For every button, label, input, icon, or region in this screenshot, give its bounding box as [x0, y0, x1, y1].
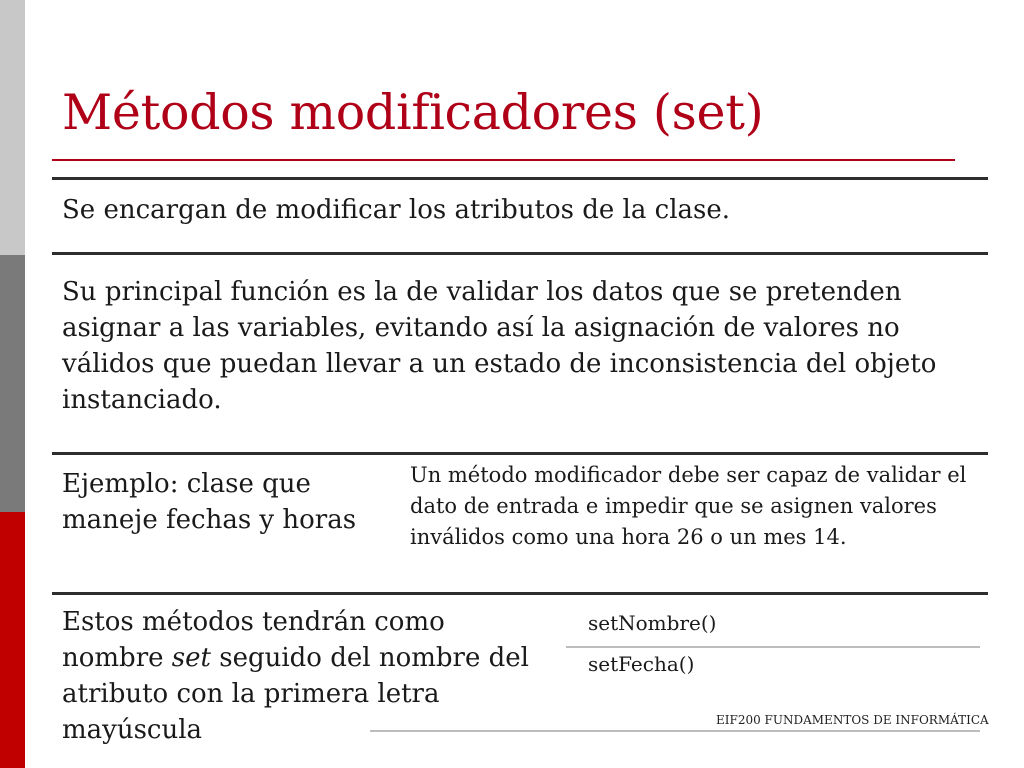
row-naming-convention	[62, 604, 552, 748]
side-bar-dark-gray	[0, 255, 25, 512]
footer-rule	[370, 730, 980, 732]
footer-label: EIF200 FUNDAMENTOS DE INFORMÁTICA	[716, 713, 989, 727]
row-example-detail: Un método modificador debe ser capaz de validar el dato de entrada e impedir que se asignen valores inválidos como una hora 26 o un mes 14.	[410, 463, 967, 549]
row-definition: Se encargan de modificar los atributos de la clase.	[62, 195, 731, 225]
side-bar-light-gray	[0, 0, 25, 255]
naming-text-set: set	[171, 643, 211, 673]
row-purpose: Su principal función es la de validar los datos que se pretenden asignar a las variables, evitando así la asignación de valores no válidos que puedan llevar a un estado de inconsistencia del objeto instanciado.	[62, 277, 937, 415]
divider-row3	[52, 452, 988, 455]
row-example-label: Ejemplo: clase que maneje fechas y horas	[62, 469, 357, 535]
method-example-1: setNombre()	[588, 611, 717, 635]
naming-text-after: seguido del nombre del atributo con la primera letra mayúscula	[62, 643, 529, 745]
slide-title: Métodos modificadores (set)	[62, 84, 764, 141]
divider-top	[52, 177, 988, 180]
divider-row2	[52, 252, 988, 255]
divider-row4	[52, 592, 988, 595]
naming-text-before: Estos métodos tendrán como nombre	[62, 607, 445, 673]
method-divider	[566, 646, 980, 648]
method-example-2: setFecha()	[588, 652, 695, 676]
side-bar-red	[0, 512, 25, 768]
title-underline	[52, 159, 955, 161]
